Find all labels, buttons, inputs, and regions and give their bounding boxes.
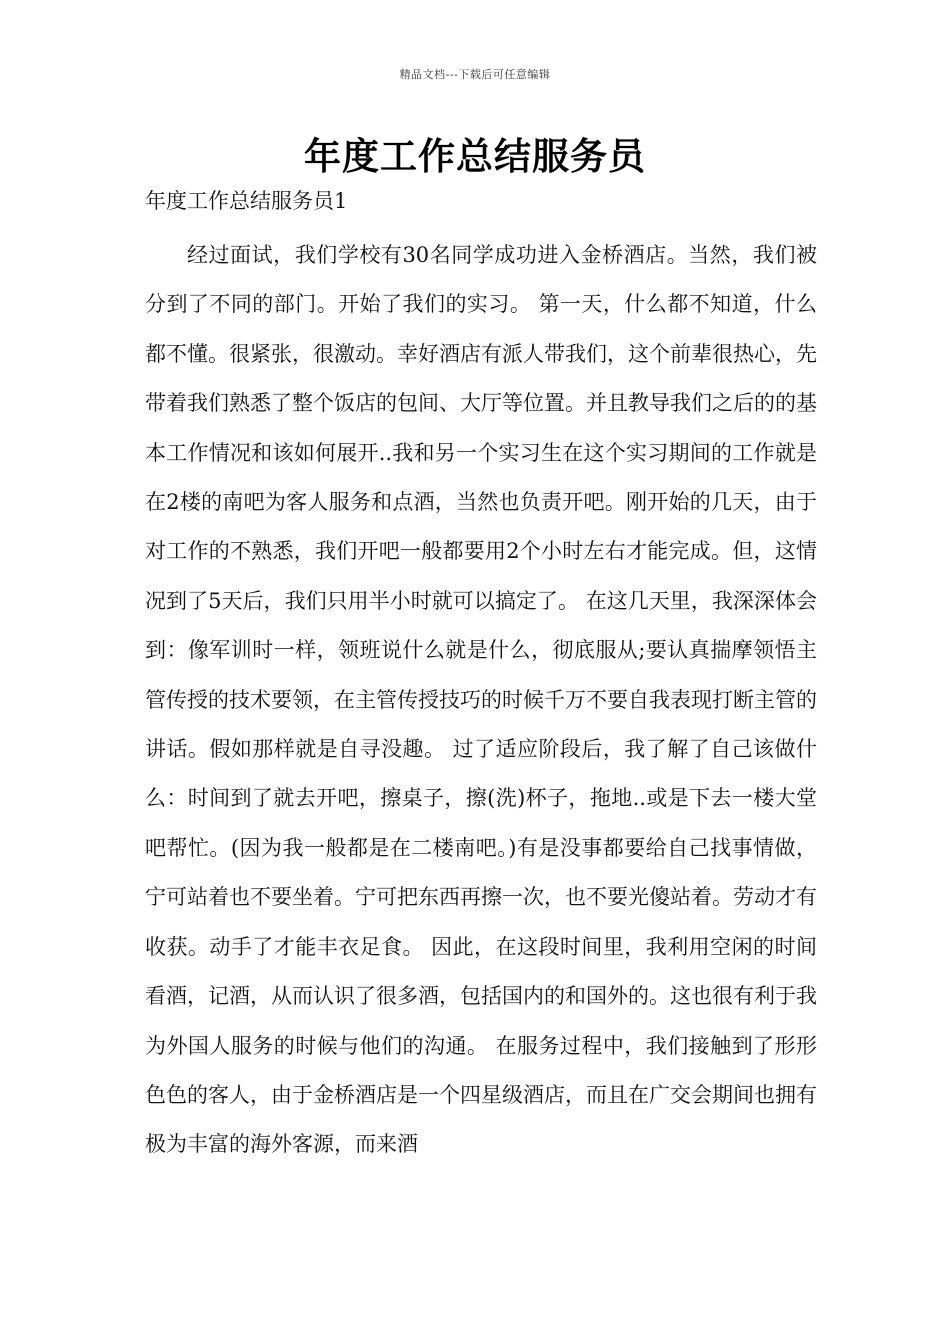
document-subtitle: 年度工作总结服务员1 [145,189,348,213]
body-paragraph: 经过面试，我们学校有30名同学成功进入金桥酒店。当然，我们被分到了不同的部门。开始了我们的实习。 第一天，什么都不知道，什么都不懂。很紧张，很激动。幸好酒店有派人带我们，这个前辈很热心，先带着我们熟悉了整个饭店的包间、大厅等位置。并且教导我们之后的的基本工作情况和该如何展开..我和另一个实习生在这个实习期间的工作就是在2楼的南吧为客人服务和点酒，当然也负责开吧。刚开始的几天，由于对工作的不熟悉，我们开吧一般都要用2个小时左右才能完成。但，这情况到了5天后，我们只用半小时就可以搞定了。 在这几天里，我深深体会到：像军训时一样，领班说什么就是什么，彻底服从;要认真揣摩领悟主管传授的技术要领，在主管传授技巧的时候千万不要自我表现打断主管的讲话。假如那样就是自寻没趣。 过了适应阶段后，我了解了自己该做什么：时间到了就去开吧，擦桌子，擦(洗)杯子，拖地..或是下去一楼大堂吧帮忙。(因为我一般都是在二楼南吧。)有是没事都要给自己找事情做，宁可站着也不要坐着。宁可把东西再擦一次，也不要光傻站着。劳动才有收获。动手了才能丰衣足食。 因此，在这段时间里，我利用空闲的时间看酒，记酒，从而认识了很多酒，包括国内的和国外的。这也很有利于我为外国人服务的时候与他们的沟通。 在服务过程中，我们接触到了形形色色的客人，由于金桥酒店是一个四星级酒店，而且在广交会期间也拥有极为丰富的海外客源，而来酒 [145,243,817,1157]
document-title: 年度工作总结服务员 [304,135,646,178]
page-header: 精品文档---下载后可任意编辑 [399,68,551,81]
